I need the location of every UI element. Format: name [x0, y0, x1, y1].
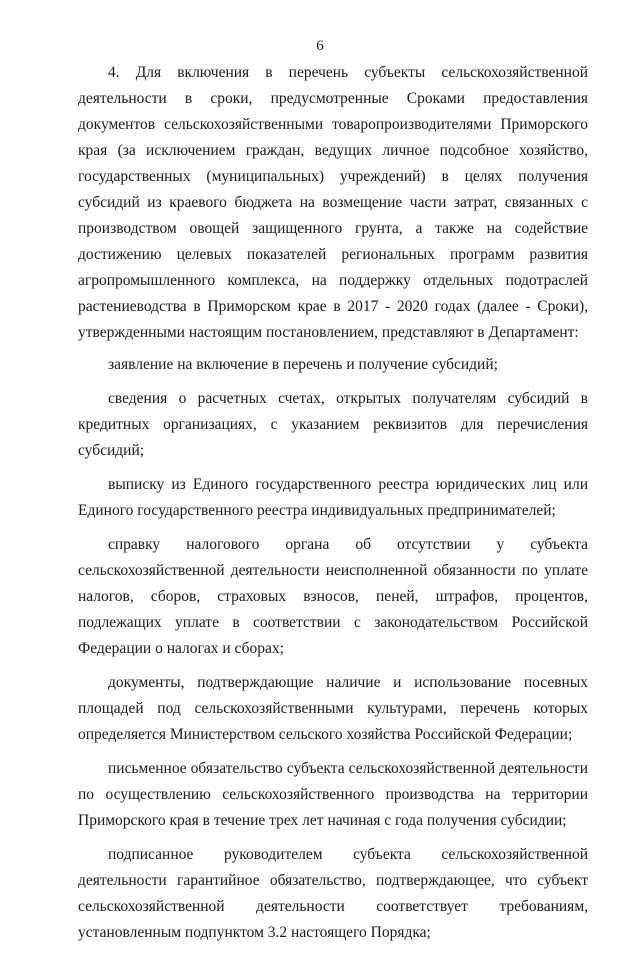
paragraph-tax-certificate: справку налогового органа об отсутствии у субъекта сельскохозяйственной деятельности неисполненной обязанности по уплате налогов, сборов, страховых взносов, пеней, штрафов, процентов, подлежащих уплате в соответствии с законодательством Российской Федерации о налогах и сборах; — [78, 536, 588, 657]
paragraph-bank-accounts: сведения о расчетных счетах, открытых получателям субсидий в кредитных организациях, с указанием реквизитов для перечисления субсидий; — [78, 390, 588, 459]
paragraph-guarantee-obligation: подписанное руководителем субъекта сельскохозяйственной деятельности гарантийное обязательство, подтверждающее, что субъект сельскохозяйственной деятельности соответствует требованиям, установленным подпунктом 3.2 настоящего Порядка; — [78, 846, 588, 941]
document-body — [78, 60, 588, 954]
page-number: 6 — [316, 38, 324, 54]
paragraph-application: заявление на включение в перечень и получение субсидий; — [108, 356, 498, 373]
paragraph-registry-extract: выписку из Единого государственного реестра юридических лиц или Единого государственного реестра индивидуальных предпринимателей; — [78, 476, 588, 519]
paragraph-sown-areas-documents: документы, подтверждающие наличие и использование посевных площадей под сельскохозяйственными культурами, перечень которых определяется Министерством сельского хозяйства Российской Федерации; — [78, 674, 588, 743]
paragraph-written-obligation: письменное обязательство субъекта сельскохозяйственной деятельности по осуществлению сельскохозяйственного производства на территории Приморского края в течение трех лет начиная с года получения субсидии; — [78, 760, 588, 829]
paragraph-item-4-intro: 4. Для включения в перечень субъекты сельскохозяйственной деятельности в сроки, предусмотренные Сроками предоставления документов сельскохозяйственными товаропроизводителями Приморского края (за исключением граждан, ведущих личное подсобное хозяйство, государственных (муниципальных) учреждений) в целях получения субсидий из краевого бюджета на возмещение части затрат, связанных с производством овощей защищенного грунта, а также на содействие достижению целевых показателей региональных программ развития агропромышленного комплекса, на поддержку отдельных подотраслей растениеводства в Приморском крае в 2017 - 2020 годах (далее - Сроки), утвержденными настоящим постановлением, представляют в Департамент: — [78, 64, 588, 341]
